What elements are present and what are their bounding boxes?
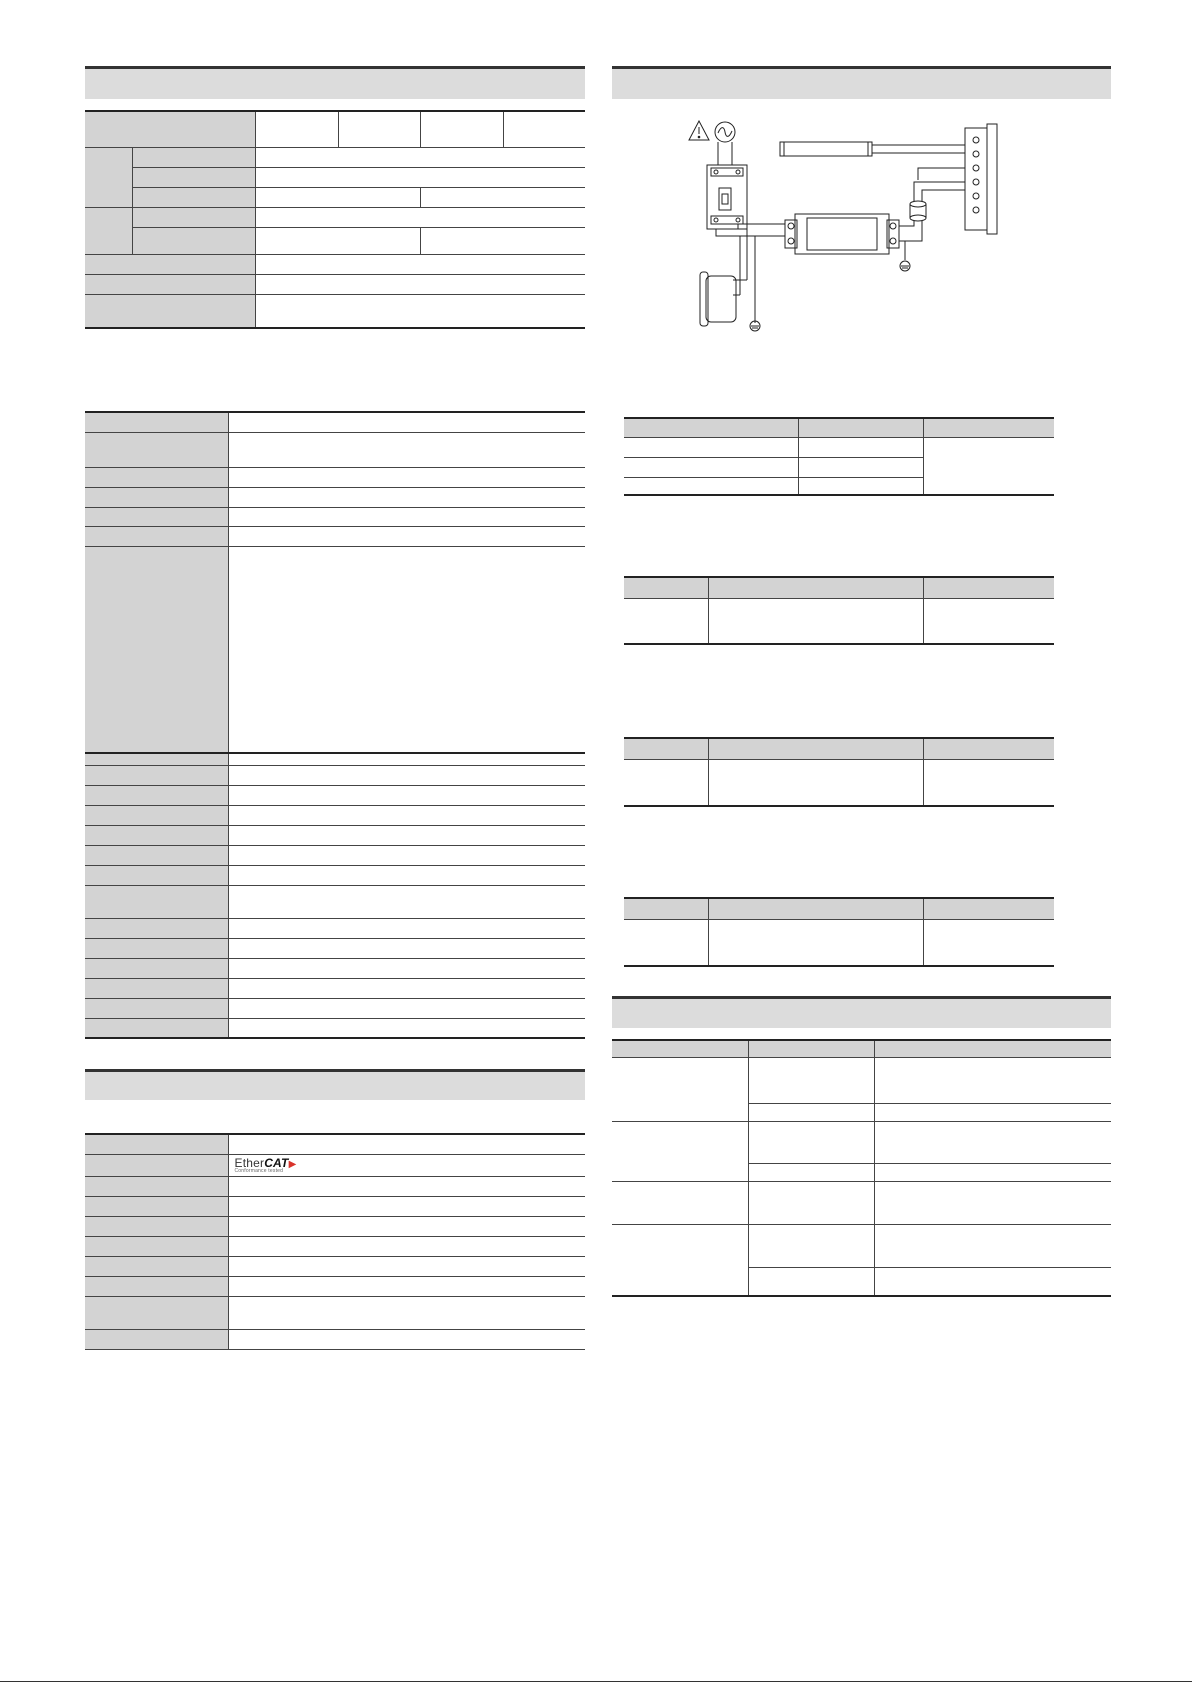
row-value xyxy=(420,227,585,254)
spec-label xyxy=(85,487,228,507)
row-label xyxy=(132,147,255,167)
comm-value xyxy=(228,1216,585,1236)
spec-label xyxy=(85,918,228,938)
ethercat-logo: EtherCAT▶ Conformance tested xyxy=(228,1154,585,1176)
comm-label xyxy=(85,1256,228,1276)
spec-label xyxy=(85,467,228,487)
external-module xyxy=(780,142,965,156)
row-label xyxy=(85,274,255,294)
row-label xyxy=(85,254,255,274)
footer-rule xyxy=(0,1681,1192,1682)
spec-label xyxy=(85,526,228,546)
wiring-diagram xyxy=(680,120,1080,350)
row-value xyxy=(255,147,585,167)
terminal-connector xyxy=(965,124,997,234)
comm-label xyxy=(85,1329,228,1349)
wire-table-c xyxy=(624,737,1054,807)
ground-icon xyxy=(750,320,760,331)
row-label xyxy=(85,294,255,328)
spec-value xyxy=(228,1018,585,1038)
row-value xyxy=(255,187,420,207)
spec-value xyxy=(228,487,585,507)
warning-triangle-icon xyxy=(689,121,709,140)
row-label xyxy=(132,207,255,227)
header-col-1 xyxy=(255,111,338,147)
row-value xyxy=(255,227,420,254)
spec-value xyxy=(228,998,585,1018)
comm-value xyxy=(228,1329,585,1349)
ferrite-core xyxy=(910,201,926,221)
row-value xyxy=(255,294,585,328)
header-col-2 xyxy=(338,111,420,147)
comm-label xyxy=(85,1134,228,1154)
ground-icon xyxy=(900,261,910,271)
spec-spacer xyxy=(85,753,228,765)
spec-value xyxy=(228,918,585,938)
spec-label xyxy=(85,805,228,825)
spec-label xyxy=(85,507,228,526)
spec-spacer-value xyxy=(228,753,585,765)
ratings-table xyxy=(85,110,585,329)
group-cell-2 xyxy=(85,207,132,254)
spec-label xyxy=(85,432,228,467)
spec-label xyxy=(85,785,228,805)
wire-table-b xyxy=(624,576,1054,645)
header-col-3 xyxy=(420,111,503,147)
comm-label xyxy=(85,1236,228,1256)
spec-label-functions xyxy=(85,546,228,753)
spec-value xyxy=(228,432,585,467)
comm-value xyxy=(228,1276,585,1296)
comm-label xyxy=(85,1154,228,1176)
spec-label xyxy=(85,958,228,978)
comm-label xyxy=(85,1296,228,1329)
spec-value xyxy=(228,526,585,546)
spec-value xyxy=(228,805,585,825)
ac-source-icon xyxy=(715,122,735,165)
row-label xyxy=(132,187,255,207)
communication-table xyxy=(85,1133,585,1350)
spec-value xyxy=(228,412,585,432)
spec-label xyxy=(85,825,228,845)
table-cell xyxy=(624,437,798,457)
circuit-breaker xyxy=(707,165,747,229)
spec-value xyxy=(228,885,585,918)
spec-value xyxy=(228,467,585,487)
row-value xyxy=(255,254,585,274)
comm-value xyxy=(228,1196,585,1216)
wiring-lines xyxy=(716,168,965,320)
comm-label xyxy=(85,1216,228,1236)
spec-value xyxy=(228,865,585,885)
spec-value xyxy=(228,785,585,805)
spec-value xyxy=(228,958,585,978)
comm-value xyxy=(228,1176,585,1196)
spec-value xyxy=(228,507,585,526)
spec-value xyxy=(228,978,585,998)
spec-value xyxy=(228,845,585,865)
spec-value xyxy=(228,825,585,845)
spec-label xyxy=(85,412,228,432)
row-value xyxy=(255,274,585,294)
row-label xyxy=(132,227,255,254)
section-banner-wiring xyxy=(612,66,1111,99)
comm-label xyxy=(85,1276,228,1296)
header-col-4 xyxy=(503,111,585,147)
comm-value xyxy=(228,1236,585,1256)
row-value xyxy=(420,187,585,207)
spec-value xyxy=(228,765,585,785)
section-banner-communication xyxy=(85,1069,585,1100)
spec-label xyxy=(85,1018,228,1038)
spec-label xyxy=(85,765,228,785)
comm-label xyxy=(85,1196,228,1216)
spec-label xyxy=(85,978,228,998)
comm-value xyxy=(228,1296,585,1329)
comm-label xyxy=(85,1176,228,1196)
spec-label xyxy=(85,998,228,1018)
spec-label xyxy=(85,885,228,918)
row-value xyxy=(255,207,585,227)
header-model xyxy=(85,111,255,147)
accessories-table xyxy=(612,1039,1111,1297)
spec-label xyxy=(85,845,228,865)
spec-value-functions xyxy=(228,546,585,753)
row-value xyxy=(255,167,585,187)
comm-value xyxy=(228,1256,585,1276)
wire-table-d xyxy=(624,897,1054,967)
comm-value xyxy=(228,1134,585,1154)
specifications-table xyxy=(85,411,585,1039)
group-cell-1 xyxy=(85,147,132,207)
noise-filter xyxy=(785,214,899,254)
spec-label xyxy=(85,938,228,958)
spec-value xyxy=(228,938,585,958)
row-label xyxy=(132,167,255,187)
spec-label xyxy=(85,865,228,885)
wire-table-a xyxy=(624,417,1054,496)
section-banner-ratings xyxy=(85,66,585,99)
section-banner-accessories xyxy=(612,996,1111,1028)
power-plug xyxy=(700,272,736,326)
